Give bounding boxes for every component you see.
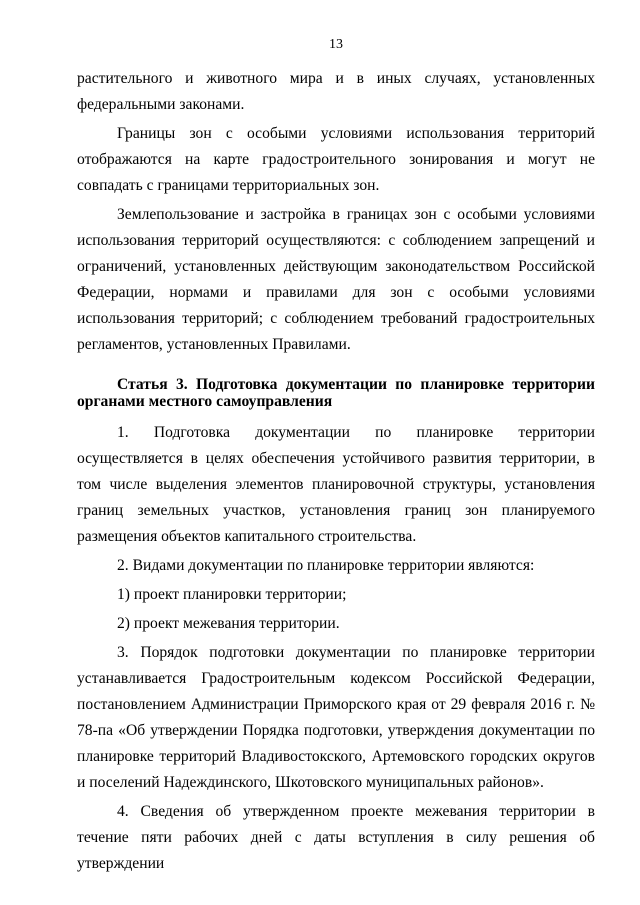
paragraph-item-1: 1. Подготовка документации по планировке территории осуществляется в целях обеспечения устойчивого развития территории, в том числе выделения элементов планировочной структуры, установления границ земельных участков, установления границ зон планируемого размещения объектов капитального строительства. (77, 424, 595, 545)
paragraph-zone-boundaries: Границы зон с особыми условиями использования территорий отображаются на карте градостроительного зонирования и могут не совпадать с границами территориальных зон. (77, 125, 595, 194)
paragraph-land-use: Землепользование и застройка в границах зон с особыми условиями использования территорий осуществляются: с соблюдением запрещений и ограничений, установленных действующим законодательством Российской Федерации, нормами и правилами для зон с особыми условиями использования территорий; с соблюдением требований градостроительных регламентов, установленных Правилами. (77, 206, 595, 353)
paragraph-item-4: 4. Сведения об утвержденном проекте межевания территории в течение пяти рабочих дней с даты вступления в силу решения об утверждении (77, 803, 595, 872)
paragraph-continuation: растительного и животного мира и в иных случаях, установленных федеральными законами. (77, 70, 595, 113)
paragraph-item-2-1: 1) проект планировки территории; (117, 586, 347, 603)
page-number: 13 (329, 37, 343, 52)
document-body (77, 66, 595, 877)
paragraph-item-2: 2. Видами документации по планировке территории являются: (117, 557, 535, 574)
paragraph-item-3: 3. Порядок подготовки документации по планировке территории устанавливается Градостроительным кодексом Российской Федерации, постановлением Администрации Приморского края от 29 февраля 2016 г. № 78-па «Об утверждении Порядка подготовки, утверждения документации по планировке территорий Владивостокского, Артемовского городских округов и поселений Надеждинского, Шкотовского муниципальных районов». (77, 644, 595, 791)
article-heading: Статья 3. Подготовка документации по планировке территории органами местного самоуправления (77, 376, 595, 410)
paragraph-item-2-2: 2) проект межевания территории. (117, 615, 340, 632)
